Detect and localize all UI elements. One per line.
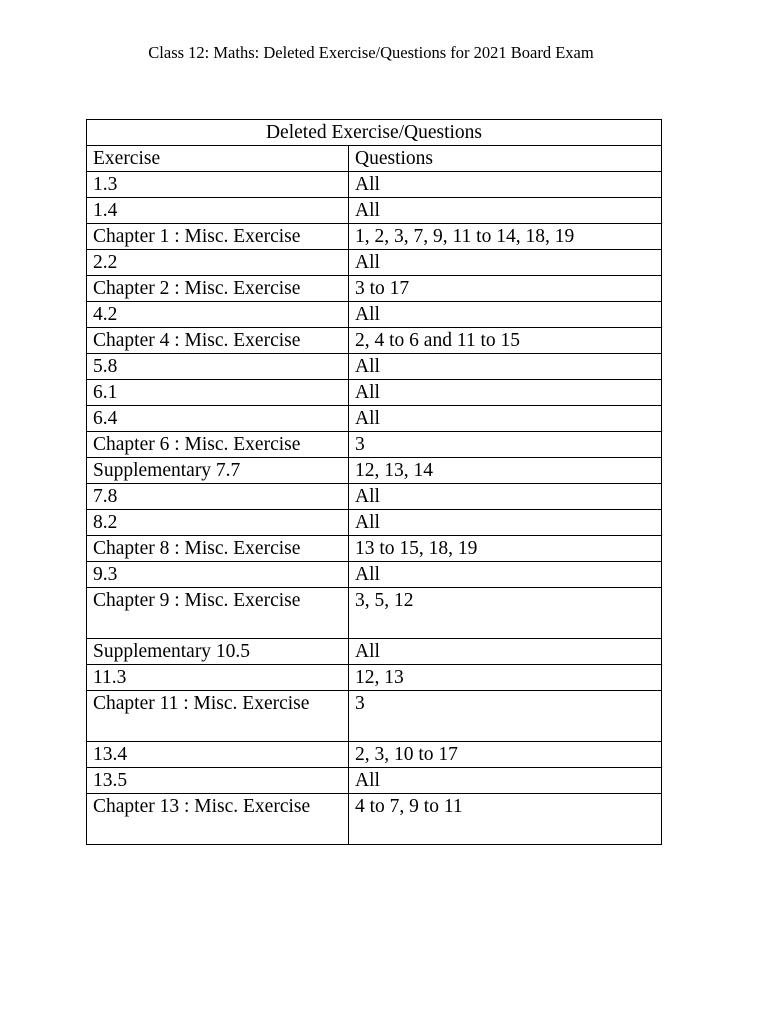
table-row bbox=[87, 354, 662, 380]
exercise-cell: Chapter 6 : Misc. Exercise bbox=[87, 432, 349, 458]
exercise-cell: 6.4 bbox=[87, 406, 349, 432]
questions-cell: 3 to 17 bbox=[349, 276, 662, 302]
exercise-cell: 11.3 bbox=[87, 665, 349, 691]
questions-cell: All bbox=[349, 198, 662, 224]
exercise-cell: 8.2 bbox=[87, 510, 349, 536]
table-row bbox=[87, 250, 662, 276]
exercise-cell: Chapter 9 : Misc. Exercise bbox=[87, 588, 349, 639]
table-row bbox=[87, 458, 662, 484]
questions-cell: 4 to 7, 9 to 11 bbox=[349, 794, 662, 845]
exercise-cell: 9.3 bbox=[87, 562, 349, 588]
questions-cell: 13 to 15, 18, 19 bbox=[349, 536, 662, 562]
table-row bbox=[87, 665, 662, 691]
questions-cell: 3 bbox=[349, 432, 662, 458]
exercise-cell: 5.8 bbox=[87, 354, 349, 380]
questions-cell: All bbox=[349, 250, 662, 276]
table-row bbox=[87, 510, 662, 536]
table-row bbox=[87, 224, 662, 250]
exercise-cell: 6.1 bbox=[87, 380, 349, 406]
table-row bbox=[87, 380, 662, 406]
questions-cell: 3, 5, 12 bbox=[349, 588, 662, 639]
column-header-questions: Questions bbox=[349, 146, 662, 172]
questions-cell: All bbox=[349, 639, 662, 665]
exercise-cell: Supplementary 7.7 bbox=[87, 458, 349, 484]
table-row bbox=[87, 302, 662, 328]
exercise-cell: Chapter 1 : Misc. Exercise bbox=[87, 224, 349, 250]
table-row bbox=[87, 639, 662, 665]
questions-cell: 12, 13 bbox=[349, 665, 662, 691]
exercise-cell: Chapter 8 : Misc. Exercise bbox=[87, 536, 349, 562]
exercise-cell: 1.3 bbox=[87, 172, 349, 198]
table-row bbox=[87, 172, 662, 198]
questions-cell: All bbox=[349, 406, 662, 432]
questions-cell: All bbox=[349, 510, 662, 536]
exercise-cell: Chapter 2 : Misc. Exercise bbox=[87, 276, 349, 302]
table-caption: Deleted Exercise/Questions bbox=[87, 120, 662, 146]
deleted-exercises-table bbox=[86, 119, 662, 845]
table-row bbox=[87, 432, 662, 458]
table-row bbox=[87, 794, 662, 845]
questions-cell: All bbox=[349, 484, 662, 510]
table-row bbox=[87, 536, 662, 562]
exercise-cell: Supplementary 10.5 bbox=[87, 639, 349, 665]
table-row bbox=[87, 276, 662, 302]
exercise-cell: 4.2 bbox=[87, 302, 349, 328]
questions-cell: All bbox=[349, 380, 662, 406]
exercise-cell: 13.5 bbox=[87, 768, 349, 794]
table-row bbox=[87, 406, 662, 432]
table-row bbox=[87, 742, 662, 768]
exercise-cell: 1.4 bbox=[87, 198, 349, 224]
questions-cell: 2, 3, 10 to 17 bbox=[349, 742, 662, 768]
table-row bbox=[87, 768, 662, 794]
table-row bbox=[87, 588, 662, 639]
table-caption-row bbox=[87, 120, 662, 146]
questions-cell: 12, 13, 14 bbox=[349, 458, 662, 484]
table-row bbox=[87, 484, 662, 510]
questions-cell: All bbox=[349, 768, 662, 794]
exercise-cell: Chapter 13 : Misc. Exercise bbox=[87, 794, 349, 845]
table-row bbox=[87, 198, 662, 224]
document-title: Class 12: Maths: Deleted Exercise/Questions for 2021 Board Exam bbox=[148, 43, 594, 62]
questions-cell: 1, 2, 3, 7, 9, 11 to 14, 18, 19 bbox=[349, 224, 662, 250]
questions-cell: All bbox=[349, 302, 662, 328]
exercise-cell: Chapter 4 : Misc. Exercise bbox=[87, 328, 349, 354]
column-header-exercise: Exercise bbox=[87, 146, 349, 172]
questions-cell: 2, 4 to 6 and 11 to 15 bbox=[349, 328, 662, 354]
questions-cell: All bbox=[349, 172, 662, 198]
exercise-cell: 2.2 bbox=[87, 250, 349, 276]
questions-cell: 3 bbox=[349, 691, 662, 742]
table-header-row bbox=[87, 146, 662, 172]
table-row bbox=[87, 562, 662, 588]
table-row bbox=[87, 328, 662, 354]
questions-cell: All bbox=[349, 562, 662, 588]
exercise-cell: 7.8 bbox=[87, 484, 349, 510]
questions-cell: All bbox=[349, 354, 662, 380]
exercise-cell: 13.4 bbox=[87, 742, 349, 768]
exercise-cell: Chapter 11 : Misc. Exercise bbox=[87, 691, 349, 742]
table-row bbox=[87, 691, 662, 742]
